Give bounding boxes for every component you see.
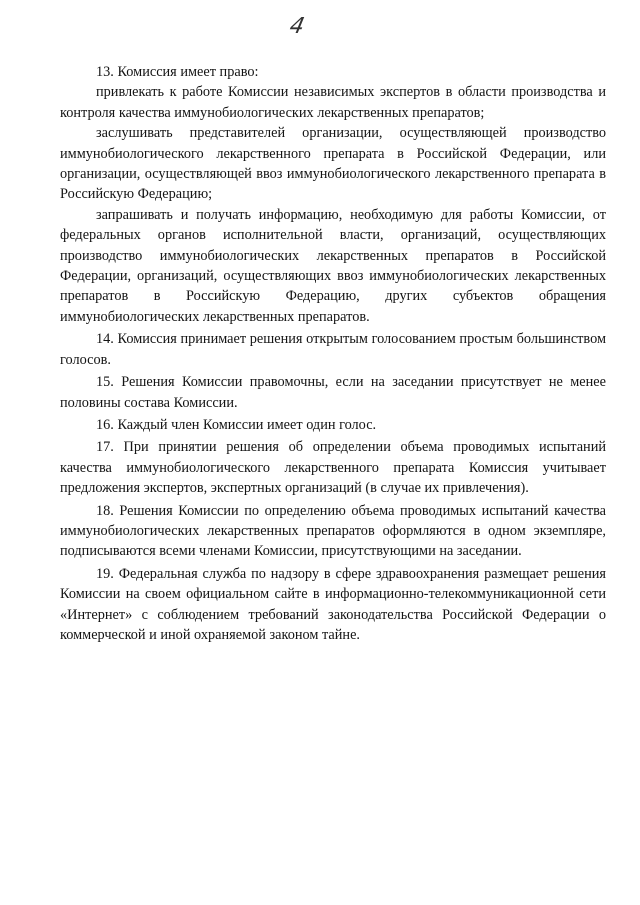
paragraph-13-item-experts: привлекать к работе Комиссии независимых экспертов в области производства и контроля качества иммунобиологических лекарственных препаратов; <box>60 84 606 121</box>
paragraph-17: 17. При принятии решения об определении объема проводимых испытаний качества иммунобиологического лекарственного препарата Комиссия учитывает предложения экспертов, экспертных организаций (в случае их привлечения). <box>60 439 606 497</box>
paragraph-16: 16. Каждый член Комиссии имеет один голос. <box>96 416 377 433</box>
paragraph-13-heading: 13. Комиссия имеет право: <box>96 64 259 80</box>
page-number: 4 <box>287 14 307 39</box>
paragraph-19: 19. Федеральная служба по надзору в сфере здравоохранения размещает решения Комиссии на своем официальном сайте в информационно-телекоммуникационной сети «Интернет» с соблюдением требований законодательства Российской Федерации о коммерческой и иной охраняемой законом тайне. <box>60 565 606 643</box>
paragraph-15: 15. Решения Комиссии правомочны, если на заседании присутствует не менее половины состава Комиссии. <box>60 374 606 411</box>
paragraph-13-item-requests: запрашивать и получать информацию, необходимую для работы Комиссии, от федеральных органов исполнительной власти, организаций, осуществляющих производство иммунобиологических лекарственных препаратов в Российской Федерации, организаций, осуществляющих ввоз иммунобиологических лекарственных препаратов в Российскую Федерацию, других субъектов обращения иммунобиологических лекарственных препаратов. <box>60 206 606 325</box>
paragraph-14: 14. Комиссия принимает решения открытым голосованием простым большинством голосов. <box>60 331 606 368</box>
paragraph-13-item-hearing: заслушивать представителей организации, осуществляющей производство иммунобиологического лекарственного препарата в Российской Федерации, или организации, осуществляющей ввоз иммунобиологического лекарственного препарата в Российскую Федерацию; <box>60 125 606 203</box>
paragraph-18: 18. Решения Комиссии по определению объема проводимых испытаний качества иммунобиологических лекарственных препаратов оформляются в одном экземпляре, подписываются всеми членами Комиссии, присутствующими на заседании. <box>60 502 606 560</box>
document-body <box>60 62 606 645</box>
